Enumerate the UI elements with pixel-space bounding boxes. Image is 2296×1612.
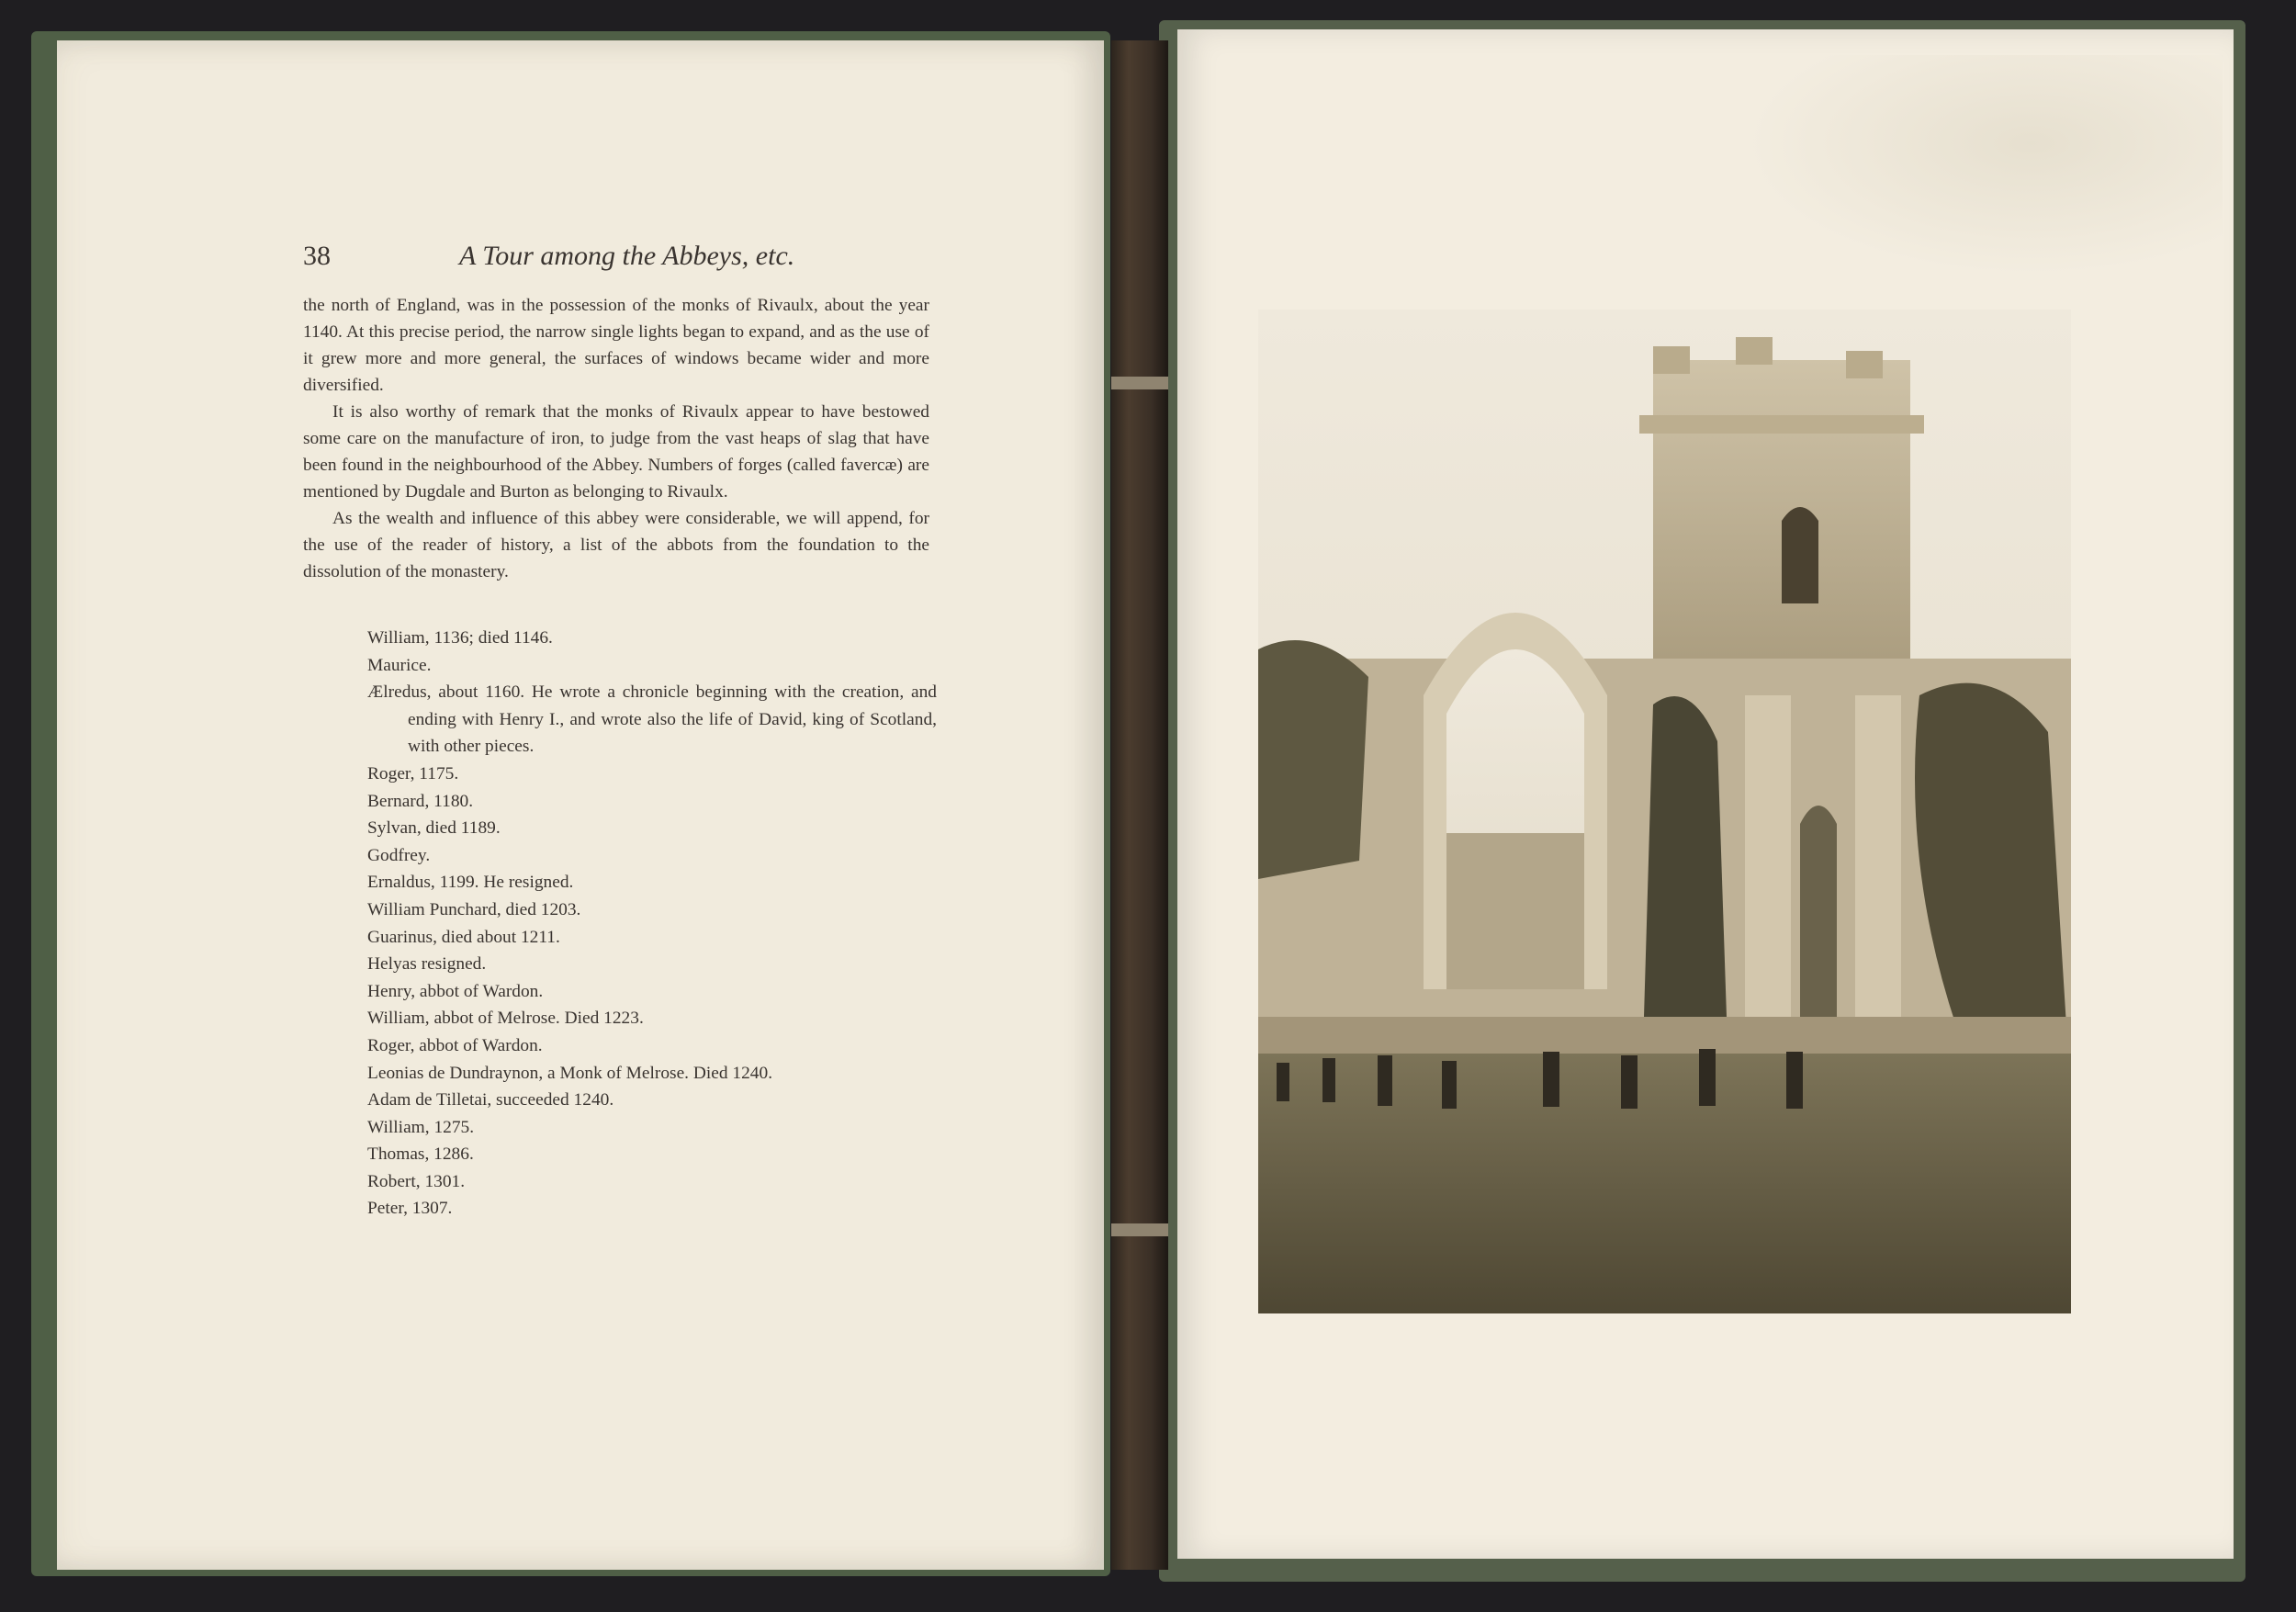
body-text xyxy=(303,292,929,585)
abbot-entry: Sylvan, died 1189. xyxy=(367,818,501,839)
abbot-entry: Robert, 1301. xyxy=(367,1171,466,1191)
abbot-entry: William, abbot of Melrose. Died 1223. xyxy=(367,1009,644,1029)
abbot-entry: Roger, 1175. xyxy=(367,763,459,783)
spine-band xyxy=(1111,1223,1168,1236)
abbot-entry: Godfrey. xyxy=(367,845,431,865)
abbots-list xyxy=(367,625,937,1223)
abbot-entry: William, 1275. xyxy=(367,1117,475,1137)
abbot-entry: Guarinus, died about 1211. xyxy=(367,927,560,947)
paragraph: It is also worthy of remark that the monks of Rivaulx appear to have bestowed some care on the manufacture of iron, to judge from the vast heaps of slag that have been found in the neighbourhood of the Abbey. Numbers of forges (called favercæ) are mentioned by Dugdale and Burton as belonging to Rivaulx. xyxy=(303,402,929,502)
abbot-entry: Thomas, 1286. xyxy=(367,1144,474,1165)
page-number: 38 xyxy=(303,241,331,271)
page-stain xyxy=(1745,55,2223,276)
abbey-photograph xyxy=(1258,310,2071,1313)
paragraph: the north of England, was in the possession of the monks of Rivaulx, about the year 1140. At this precise period, the narrow single lights began to expand, and as the use of it grew more and more general, the surfaces of windows became wider and more diversified. xyxy=(303,296,929,395)
book-spine xyxy=(1111,40,1168,1570)
abbot-entry: Adam de Tilletai, succeeded 1240. xyxy=(367,1090,614,1110)
abbey-ruin-image xyxy=(1258,310,2071,1313)
abbot-entry: Maurice. xyxy=(367,655,432,675)
abbot-entry: Helyas resigned. xyxy=(367,954,487,975)
spine-band xyxy=(1111,377,1168,389)
abbot-entry: Roger, abbot of Wardon. xyxy=(367,1035,543,1055)
abbot-entry: William Punchard, died 1203. xyxy=(367,899,581,919)
abbot-entry: Bernard, 1180. xyxy=(367,791,474,811)
running-head xyxy=(303,241,928,277)
abbot-entry: Henry, abbot of Wardon. xyxy=(367,981,544,1001)
abbot-entry: William, 1136; died 1146. xyxy=(367,628,553,648)
abbot-entry: Leonias de Dundraynon, a Monk of Melrose. Died 1240. xyxy=(367,1063,773,1083)
abbot-entry: Ernaldus, 1199. He resigned. xyxy=(367,873,574,893)
paragraph: As the wealth and influence of this abbey were considerable, we will append, for the use of the reader of history, a list of the abbots from the foundation to the dissolution of the monastery. xyxy=(303,509,929,581)
abbot-entry: Peter, 1307. xyxy=(367,1199,453,1219)
running-title: A Tour among the Abbeys, etc. xyxy=(459,241,795,271)
abbot-entry: Ælredus, about 1160. He wrote a chronicle beginning with the creation, and ending with Henry I., and wrote also the life of David, king of Scotland, with other pieces. xyxy=(367,682,937,757)
